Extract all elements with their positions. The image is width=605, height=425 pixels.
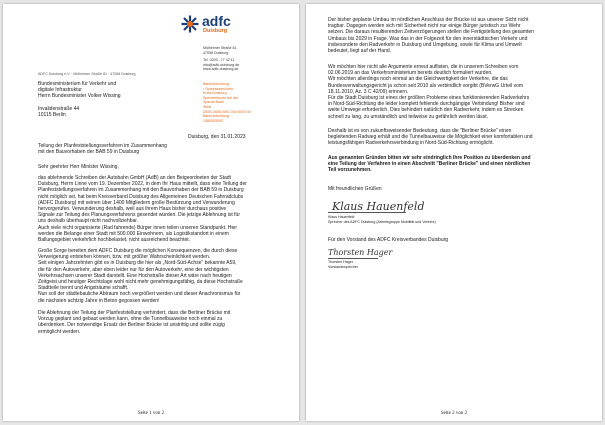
bank-line: Sparda Bank xyxy=(203,100,224,105)
text-line: begleitenden Radweg erhält und die Tunnelbauweise die Möglichkeit einer komfortablen und xyxy=(328,134,533,141)
text-line: die für den Autoverkehr, aber eben leider nur für den Autoverkehr, eine der wichtigsten xyxy=(38,266,229,273)
text-line: in Nord-Süd-Richtung die leider komplett fehlende durchgängige Verbindung! Bisher sind xyxy=(328,101,525,108)
text-line: Aus genannten Gründen bitten wir sehr eindringlich Ihre Position zu überdenken und xyxy=(328,155,531,161)
recipient-line: digitale Infrastruktur xyxy=(38,87,82,94)
paragraph-3 xyxy=(328,128,588,147)
letter-subject xyxy=(38,143,167,155)
text-line: Verkehrsachsen unserer Stadt darstellt. Eine Hochstraße dieser Art wäre nach heutigen xyxy=(38,272,232,279)
text-line: setzen. Die daraus resultierenden Zeitverzögerungen stellen die Fertigstellung des gesamten xyxy=(328,29,534,36)
closing: Mit freundlichen Grüßen xyxy=(328,186,382,192)
text-line: Bundesverwaltungsgericht ja schon seit 2010 als verbindlich vorgibt (BVerwG Urteil vom xyxy=(328,82,524,89)
text-line: (ADFC Duisburg) mit seinen über 1400 Mitgliedern große Bestürzung und Verwunderung xyxy=(38,199,235,206)
paragraph-1 xyxy=(328,17,588,54)
sender-line: ADFC Duisburg e.V. · Mülheimer Straße 81 · 47058 Duisburg xyxy=(38,72,136,76)
signer-2-name: Thorsten Hager xyxy=(328,260,353,264)
text-line: insbesondere den Radverkehr in Duisburg und Umgebung, sowie für Klima und Umwelt xyxy=(328,41,522,48)
text-line: bedeutet, liegt auf der Hand. xyxy=(328,48,392,55)
logo-wordmark: adfc xyxy=(202,13,231,29)
contact-line: 47058 Duisburg xyxy=(203,50,229,55)
text-line: Der bisher geplante Umbau im nördlichen Anschluss der Brücke ist aus unserer Sicht nicht xyxy=(328,17,529,23)
text-line: 02.06.2019 an das Verkehrsministerium bereits deutlich formuliert wurden. xyxy=(328,70,493,77)
bank-line: • Sparkassenkonto xyxy=(203,86,234,91)
salutation: Sehr geehrter Herr Minister Wissing, xyxy=(38,164,119,170)
paragraph-2 xyxy=(38,248,278,304)
contact-line: Tel. 0203 - 77 42 11 xyxy=(203,58,235,63)
bank-line: Bankverbindung xyxy=(203,82,229,86)
letter-date: Duisburg, den 31.01.2023 xyxy=(188,134,246,140)
letter-page-2 xyxy=(306,4,602,421)
bank-line: Kreis Duisburg xyxy=(203,91,227,96)
signer-1-name: Klaus Hauenfeld xyxy=(328,215,355,219)
bank-line: Spendenkonto bei der xyxy=(203,95,239,100)
bank-line: DE53 3606 0591 000 6000 00 xyxy=(203,109,251,114)
text-line: leistungsfähigen Radverkehrsverbindung in Nord-Süd-Richtung ermöglicht. xyxy=(328,140,494,147)
signer-1-role: Sprecher des ADFC Duisburg (Arbeitsgruppe Mobilität und Verkehr) xyxy=(328,220,436,224)
text-line: hervorgerufen. Verwunderung deshalb, weil aus ihrem Haus bisher durchaus positive xyxy=(38,206,227,213)
text-line: Vorzug geplant und gebaut werden kann, ohne die Tunnelbauweise noch einmal zu xyxy=(38,316,223,323)
text-line: Für die Stadt Duisburg ist eines der größten Probleme eines funktionierenden Radverkehrs xyxy=(328,95,530,102)
signature-line xyxy=(328,258,378,259)
text-line: Verweigerung entstehen können, bzw. mit größter Wahrscheinlichkeit werden. xyxy=(38,254,211,261)
adfc-spokes-icon xyxy=(182,16,199,33)
subject-line: mit den Bauvorhaben der BAB 59 in Duisburg xyxy=(38,149,140,156)
text-line: Große Sorge bereiten dem ADFC Duisburg die möglichen Konsequenzen, die durch diese xyxy=(38,248,238,254)
text-line: ermöglicht werden. xyxy=(38,328,81,335)
text-line: Signale zur Teilung des Planungsverfahrens gesendet wurden. Die jetzige Ablehnung ist für xyxy=(38,212,240,219)
bank-line: Bankverbindung xyxy=(203,114,229,119)
text-line: Stadtteile trennt und Angsträume schafft. xyxy=(38,285,129,292)
contact-line: www.adfc-duisburg.de xyxy=(203,67,239,72)
signature-2: Thorsten Hager xyxy=(328,248,393,257)
paragraph-1 xyxy=(38,175,278,243)
text-line: Wir möchten hier nicht alle Argumente erneut auflisten, die in unserem Schreiben vom xyxy=(328,64,519,70)
bank-line: West xyxy=(203,104,212,109)
recipient-line: 10115 Berlin xyxy=(38,111,66,118)
signature-line xyxy=(328,212,406,213)
text-line: Zeitgeist und heutiger Rechtslage wohl nicht mehr genehmigungsfähig, da diese Hochstraße xyxy=(38,279,243,286)
recipient-line: Herrn Bundesminister Volker Wissing xyxy=(38,93,121,100)
text-line: das ablehnende Schreiben der Autobahn GmbH (AdB) an den Beigeordneten der Stadt xyxy=(38,175,231,181)
contact-line: Mülheimer Straße 81 xyxy=(203,46,237,50)
signature-1: Klaus Hauenfeld xyxy=(332,200,425,213)
logo-city: Duisburg xyxy=(203,28,228,34)
paragraph-3 xyxy=(38,310,278,335)
text-line: schnell zu lang, zu umständlich und teilweise zu gefährlich werden lässt. xyxy=(328,113,489,120)
paragraph-2 xyxy=(328,64,588,120)
text-line: Deshalb ist es von zukunftsweisender Bedeutung, dass die "Berliner Brücke" einen xyxy=(328,128,512,134)
text-line: die nächsten achtzig Jahre in Beton gegossen werden! xyxy=(38,297,160,304)
contact-line: info@adfc-duisburg.de xyxy=(203,62,240,67)
recipient-address xyxy=(38,81,121,118)
text-line: Die Ablehnung der Teilung der Planfeststellung verhindert, dass die Berliner Brücke mit xyxy=(38,310,231,316)
paragraph-4-request xyxy=(328,155,588,174)
recipient-line: Invalidenstraße 44 xyxy=(38,105,80,112)
text-line: nicht möglich sei, hat beim Kreisverband Duisburg des Allgemeinen Deutschen Fahrradclubs xyxy=(38,193,244,200)
bank-block xyxy=(203,82,251,123)
text-line: Nun soll der städtebauliche Abtraum noch vergrößert werden und dieser Anachronismus für xyxy=(38,291,241,298)
page-number: Seite 2 von 2 xyxy=(440,411,468,416)
text-line: Planfeststellungsverfahren im Zusammenhang mit den Bauvorhaben der BAB 59 in Duisburg xyxy=(38,187,244,194)
text-line: Teil vorzunehmen. xyxy=(328,167,372,174)
text-line: 18.11.2010, Az. 3 C 42/09) erinnern. xyxy=(328,88,409,95)
subject-line: Teilung der Planfeststellungsverfahren im Zusammenhang xyxy=(38,143,167,149)
recipient-line: Bundesministerium für Verkehr und xyxy=(38,81,117,87)
text-line: uns deshalb überhaupt nicht nachvollziehbar. xyxy=(38,218,139,225)
signer-2-role: Vorstandssprecher xyxy=(328,265,358,269)
text-line: eine Teilung der Verfahren in einen Abschnitt "Berliner Brücke" und einen nördlichen xyxy=(328,161,531,168)
text-line: Wir möchten allerdings noch einmal an die Gleichwertigkeit der Verkehre, die das xyxy=(328,76,508,83)
text-line: werden die Belange einer Stadt mit 500.000 Einwohnern, als Logistikstandort in einem xyxy=(38,230,229,237)
text-line: Ballungsgebiet verkehrlich hochbelastet, nicht ausreichend beachtet. xyxy=(38,237,191,244)
text-line: Auch viele nicht organisierte (Rad fahrende) Bürger innen teilen unseren Standpunkt. Hier xyxy=(38,224,238,231)
text-line: weite Umwege erforderlich. Dies behindert natürlich den Radverkehr, indem es Strecken xyxy=(328,107,524,114)
text-line: Umbaus bis 2029 in Frage. Was das in der Folgezeit für den innerstädtischen Verkehr und xyxy=(328,35,528,42)
text-line: tragbar. Dagegen werden sich mit Sicherheit nicht nur einige Bürger juristisch zur Wehr xyxy=(328,23,521,30)
page-number: Seite 1 von 2 xyxy=(137,411,165,416)
letter-page-1 xyxy=(3,4,299,421)
board-line: Für den Vorstand des ADFC Kreisverbandes Duisburg xyxy=(328,237,449,243)
text-line: überdenken. Der notwendige Ersatz der Berliner Brücke ist unstrittig und sollte zügig xyxy=(38,322,225,329)
contact-block xyxy=(203,46,239,72)
text-line: Duisburg, Herrn Linne vom 19. Dezember 2022, in dem Ihr Haus mitteilt, dass eine Teilung der xyxy=(38,181,247,188)
bank-line: 1080503092 xyxy=(203,118,223,123)
text-line: Seit einigen Jahrzehnten gibt es in Duisburg die hier als „Nord-Süd-Achse" bekannte A59, xyxy=(38,260,237,267)
